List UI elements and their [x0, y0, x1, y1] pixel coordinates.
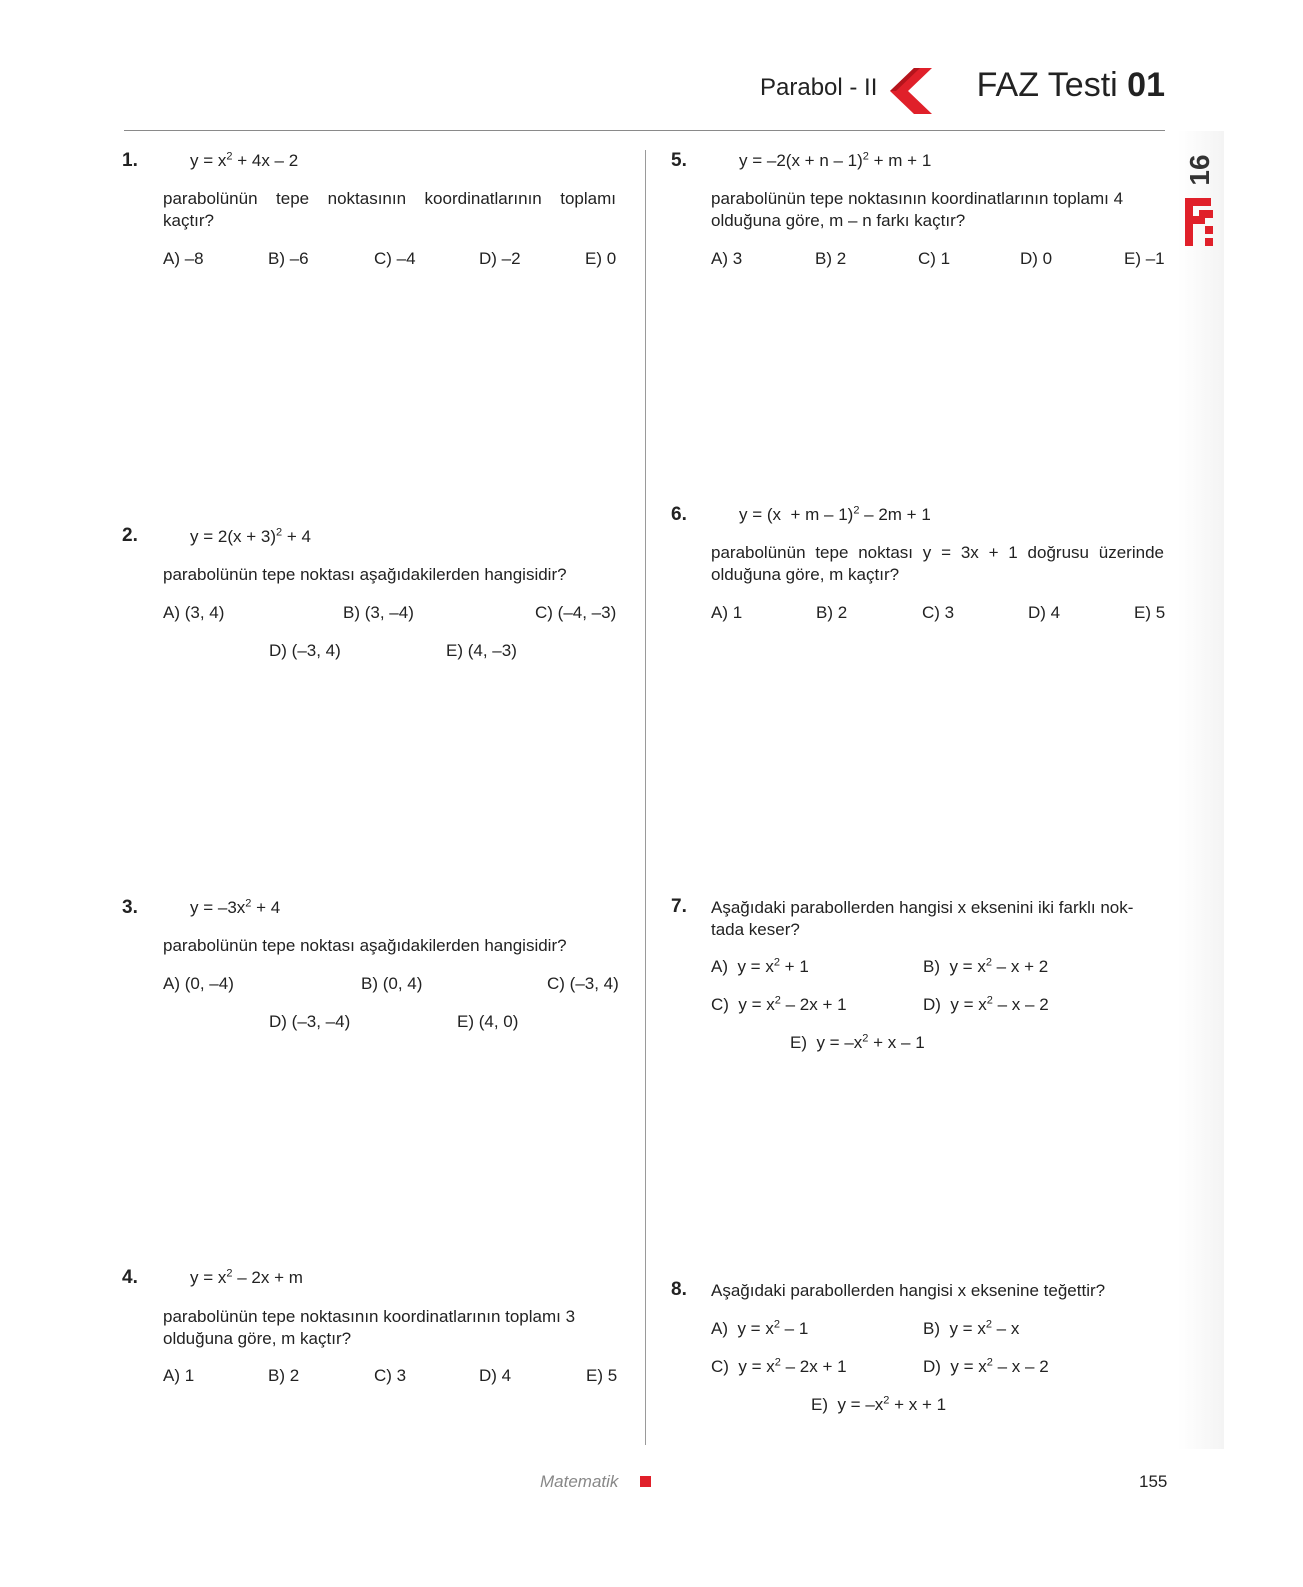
footer-square-icon: [640, 1476, 651, 1487]
option-a[interactable]: A) (3, 4): [163, 603, 225, 622]
column-divider: [645, 150, 646, 1445]
footer-subject: Matematik: [540, 1472, 619, 1491]
option-a[interactable]: A) 1: [163, 1366, 195, 1385]
question-number: 2.: [122, 525, 138, 546]
question-equation: $y = x^2 + 4x - 2$: [190, 150, 299, 170]
option-c[interactable]: C) $y = x^2 - 2x + 1$: [711, 1356, 847, 1376]
option-a[interactable]: A) (0, –4): [163, 974, 234, 993]
question-stem: parabolünün tepe noktasının koordinatlarının toplamı 4 olduğuna göre, m – n farkı kaçtır?: [711, 189, 1124, 230]
option-b[interactable]: B) $y = x^2 - x + 2$: [923, 956, 1049, 976]
option-b[interactable]: B) 2: [815, 249, 847, 268]
section-subtitle: Parabol - II: [760, 74, 878, 101]
option-e[interactable]: E) $y = -x^2 + x + 1$: [811, 1394, 947, 1414]
question-stem: parabolünün tepe noktası aşağıdakilerden hangisidir?: [163, 936, 567, 955]
option-d[interactable]: D) $y = x^2 - x - 2$: [923, 994, 1049, 1014]
option-d[interactable]: D) 4: [1028, 603, 1061, 622]
option-d[interactable]: D) (–3, 4): [269, 641, 341, 660]
option-d[interactable]: D) $y = x^2 - x - 2$: [923, 1356, 1049, 1376]
faz-logo-icon: [1183, 196, 1217, 250]
question-stem: parabolünün tepe noktasının koordinatlarının toplamı 3 olduğuna göre, m kaçtır?: [163, 1307, 576, 1348]
option-d[interactable]: D) 4: [479, 1366, 512, 1385]
question-equation: $y = 2(x + 3)^2 + 4$: [190, 526, 311, 546]
question-number: 7.: [671, 896, 687, 917]
option-a[interactable]: A) 3: [711, 249, 743, 268]
option-d[interactable]: D) 0: [1020, 249, 1053, 268]
option-d[interactable]: D) (–3, –4): [269, 1012, 351, 1031]
question-number: 6.: [671, 504, 687, 525]
question-equation: $y = (x + m - 1)^2 - 2m + 1$: [739, 504, 931, 524]
option-d[interactable]: D) –2: [479, 249, 521, 268]
question-number: 4.: [122, 1267, 138, 1288]
question-equation: $y = x^2 - 2x + m$: [190, 1267, 303, 1287]
question-number: 8.: [671, 1279, 687, 1300]
option-b[interactable]: B) 2: [816, 603, 848, 622]
question-number: 3.: [122, 897, 138, 918]
question-number: 1.: [122, 150, 138, 171]
option-a[interactable]: A) 1: [711, 603, 743, 622]
option-a[interactable]: A) $y = x^2 - 1$: [711, 1318, 809, 1338]
question-stem: Aşağıdaki parabollerden hangisi x eksenine teğettir?: [711, 1281, 1106, 1300]
test-number: 01: [1127, 66, 1165, 104]
test-title-text: FAZ Testi: [976, 66, 1118, 104]
option-e[interactable]: E) 5: [1134, 603, 1166, 622]
option-a[interactable]: A) $y = x^2 + 1$: [711, 956, 809, 976]
option-a[interactable]: A) –8: [163, 249, 204, 268]
question-stem: parabolünün tepe noktası aşağıdakilerden hangisidir?: [163, 565, 567, 584]
question-stem: parabolünün tepe noktası y = 3x + 1 doğrusu üzerinde olduğuna göre, m kaçtır?: [711, 543, 1164, 584]
page-number: 155: [1139, 1472, 1168, 1491]
question-stem: Aşağıdaki parabollerden hangisi x eksenini iki farklı nok- tada keser?: [711, 898, 1134, 939]
option-e[interactable]: E) (4, 0): [457, 1012, 519, 1031]
side-tab: [1178, 131, 1224, 1449]
option-c[interactable]: C) 3: [374, 1366, 407, 1385]
option-b[interactable]: B) (3, –4): [343, 603, 414, 622]
option-e[interactable]: E) (4, –3): [446, 641, 517, 660]
question-stem: parabolünün tepe noktasının koordinatlarının toplamı kaçtır?: [163, 189, 616, 230]
option-b[interactable]: B) $y = x^2 - x$: [923, 1318, 1020, 1338]
header-divider: [124, 130, 1165, 131]
option-e[interactable]: E) 0: [585, 249, 617, 268]
side-tab-number: 16: [1184, 154, 1215, 186]
option-c[interactable]: C) 1: [918, 249, 951, 268]
option-c[interactable]: C) (–3, 4): [547, 974, 619, 993]
option-c[interactable]: C) 3: [922, 603, 955, 622]
option-e[interactable]: E) $y = -x^2 + x - 1$: [790, 1032, 925, 1052]
question-equation: $y = -2(x + n - 1)^2 + m + 1$: [739, 150, 932, 170]
chevron-left-icon: [888, 66, 934, 116]
test-title: [977, 66, 1165, 105]
option-b[interactable]: B) (0, 4): [361, 974, 423, 993]
option-c[interactable]: C) –4: [374, 249, 416, 268]
option-b[interactable]: B) 2: [268, 1366, 300, 1385]
option-c[interactable]: C) $y = x^2 - 2x + 1$: [711, 994, 847, 1014]
option-e[interactable]: E) –1: [1124, 249, 1165, 268]
option-c[interactable]: C) (–4, –3): [535, 603, 617, 622]
question-number: 5.: [671, 150, 687, 171]
option-e[interactable]: E) 5: [586, 1366, 618, 1385]
question-equation: $y = -3x^2 + 4$: [190, 897, 281, 917]
option-b[interactable]: B) –6: [268, 249, 309, 268]
